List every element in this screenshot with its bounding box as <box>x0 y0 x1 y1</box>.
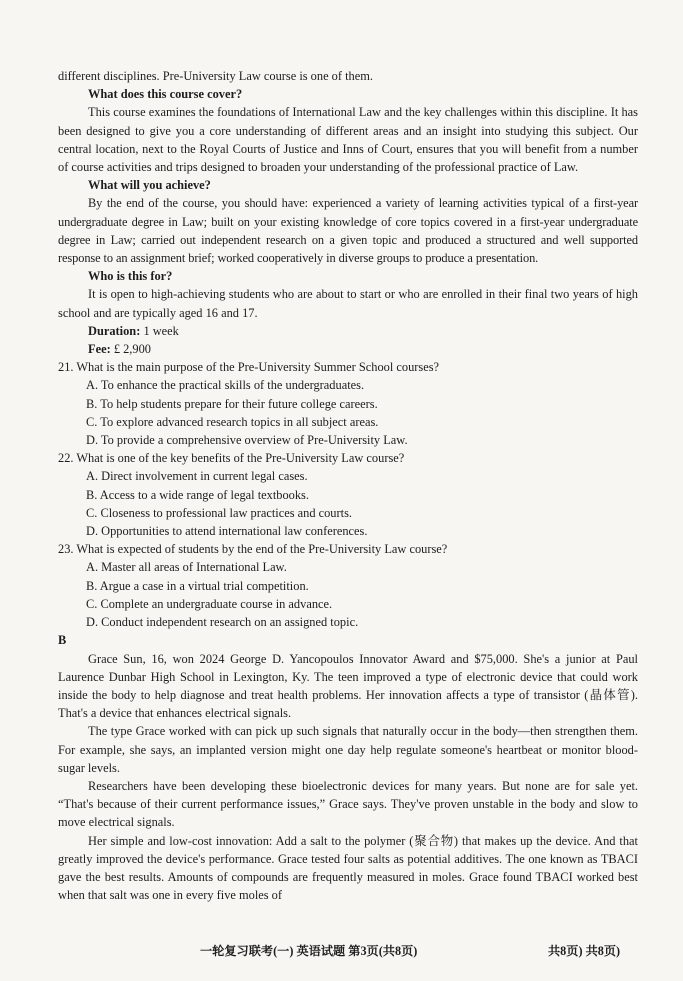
question-23-option-a: A. Master all areas of International Law. <box>86 560 287 575</box>
section-body-achieve: By the end of the course, you should have: experienced a variety of learning activities typical of a first-year undergraduate degree in Law; built on your existing knowledge of core topics covered in a first-year undergraduate degree in Law; carried out independent research on a given topic and produced a structured and well supported response to an assignment brief; worked cooperatively in diverse groups to produce a presentation. <box>58 196 638 266</box>
passage-b-paragraph-1: Grace Sun, 16, won 2024 George D. Yancopoulos Innovator Award and $75,000. She's a junior at Paul Laurence Dunbar High School in Lexington, Ky. The teen improved a type of electronic device that could work inside the body to help diagnose and treat health problems. Her innovation affects a type of transistor (晶体管). That's a device that enhances electrical signals. <box>58 651 638 721</box>
section-heading-who: Who is this for? <box>88 269 173 284</box>
duration-value: 1 week <box>143 323 179 338</box>
section-body-cover: This course examines the foundations of International Law and the key challenges within this discipline. It has been designed to give you a core understanding of different areas and an insight into studying this subject. Our central location, next to the Royal Courts of Justice and Inns of Court, ensures that you will benefit from a number of course activities and trips designed to broaden your understanding of the professional practice of Law. <box>58 105 638 175</box>
question-22-option-c: C. Closeness to professional law practices and courts. <box>86 505 352 520</box>
question-21-option-d: D. To provide a comprehensive overview of Pre-University Law. <box>86 433 408 448</box>
section-heading-cover: What does this course cover? <box>88 87 243 102</box>
section-b-label: B <box>58 633 67 648</box>
question-23: 23. What is expected of students by the end of the Pre-University Law course? <box>58 542 448 557</box>
footer-page-info: 一轮复习联考(一) 英语试题 第3页(共8页) <box>200 944 418 958</box>
question-22-option-d: D. Opportunities to attend international law conferences. <box>86 524 368 539</box>
question-21: 21. What is the main purpose of the Pre-University Summer School courses? <box>58 360 440 375</box>
fee-label: Fee: <box>88 342 111 357</box>
passage-b-paragraph-2: The type Grace worked with can pick up such signals that naturally occur in the body—then strengthen them. For example, she says, an implanted version might one day help regulate someone's heartbeat or monitor blood-sugar levels. <box>58 724 638 775</box>
duration-label: Duration: <box>88 323 141 338</box>
question-21-option-c: C. To explore advanced research topics in all subject areas. <box>86 414 379 429</box>
continuation-text: different disciplines. Pre-University Law course is one of them. <box>58 69 373 83</box>
question-22-option-b: B. Access to a wide range of legal textbooks. <box>86 487 309 502</box>
question-22-option-a: A. Direct involvement in current legal cases. <box>86 469 308 484</box>
question-23-option-c: C. Complete an undergraduate course in advance. <box>86 596 333 611</box>
passage-b-paragraph-4: Her simple and low-cost innovation: Add a salt to the polymer (聚合物) that makes up the device. And that greatly improved the device's performance. Grace tested four salts as potential additives. The one known as TBACI gave the best results. Amounts of compounds are frequently measured in moles. Grace found TBACI worked best when that salt was one in every five moles of <box>58 833 638 903</box>
section-body-who: It is open to high-achieving students who are about to start or who are enrolled in their final two years of high school and are typically aged 16 and 17. <box>58 287 638 320</box>
footer-page-count: 共8页) 共8页) <box>548 944 621 958</box>
fee-line <box>58 340 638 358</box>
question-21-option-a: A. To enhance the practical skills of the undergraduates. <box>86 378 365 393</box>
question-21-option-b: B. To help students prepare for their future college careers. <box>86 396 378 411</box>
duration-line <box>58 322 638 340</box>
passage-b-paragraph-3: Researchers have been developing these bioelectronic devices for many years. But none are for sale yet. “That's because of their current performance issues,” Grace says. They've proven unstable in the body and slow to move electrical signals. <box>58 778 638 830</box>
question-23-option-b: B. Argue a case in a virtual trial competition. <box>86 578 309 593</box>
section-heading-achieve: What will you achieve? <box>88 178 211 193</box>
question-23-option-d: D. Conduct independent research on an assigned topic. <box>86 615 359 630</box>
passage-content <box>58 67 638 904</box>
fee-value: £ 2,900 <box>113 342 151 357</box>
question-22: 22. What is one of the key benefits of the Pre-University Law course? <box>58 451 405 466</box>
